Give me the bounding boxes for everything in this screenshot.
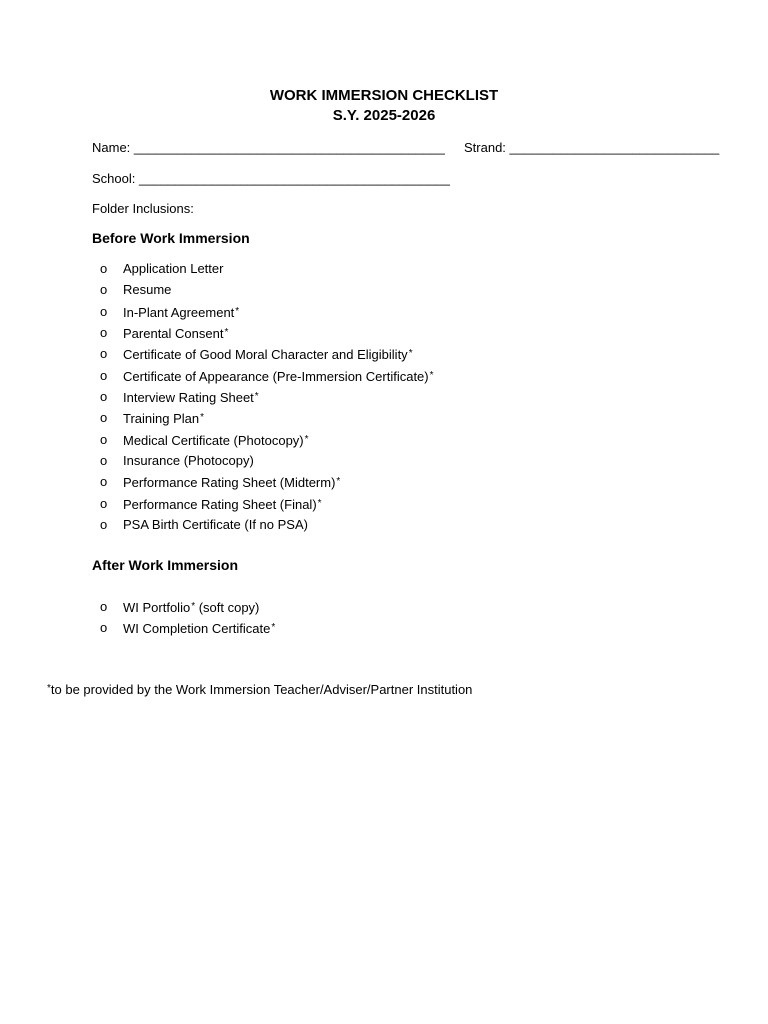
checklist-item	[92, 301, 712, 322]
checklist-item-text	[123, 617, 275, 639]
checklist-item-label: Medical Certificate (Photocopy)	[123, 432, 304, 448]
checklist-item-label: Application Letter	[123, 261, 224, 276]
checklist-item-label: Performance Rating Sheet (Midterm)	[123, 475, 336, 491]
checklist-item-text	[123, 365, 434, 387]
strand-label: Strand:	[464, 140, 506, 155]
checklist-item-text	[123, 322, 228, 344]
checklist-item-label: In-Plant Agreement	[123, 304, 235, 320]
required-asterisk: *	[429, 369, 434, 381]
required-asterisk: *	[336, 476, 341, 488]
strand-field	[464, 140, 719, 155]
checklist-item-text	[123, 386, 259, 408]
bullet-icon: o	[100, 453, 108, 469]
required-asterisk: *	[200, 412, 205, 424]
checklist-item	[92, 322, 712, 343]
required-asterisk: *	[408, 348, 413, 360]
before-heading: Before Work Immersion	[92, 230, 250, 246]
name-label: Name:	[92, 140, 131, 155]
checklist-item	[92, 617, 712, 638]
checklist-item	[92, 279, 712, 300]
checklist-item-text	[123, 407, 204, 429]
checklist-item-text	[123, 514, 308, 535]
required-asterisk: *	[317, 497, 322, 509]
strand-line: _____________________________	[509, 140, 720, 155]
bullet-icon: o	[100, 389, 108, 405]
checklist-item	[92, 258, 712, 279]
checklist-item-label: Insurance (Photocopy)	[123, 453, 254, 469]
footnote-asterisk: *	[47, 683, 51, 694]
checklist-item-label: WI Completion Certificate	[123, 621, 271, 637]
name-field	[92, 140, 445, 155]
checklist-item-text	[123, 450, 254, 471]
school-line: ___________________________________________	[139, 171, 450, 186]
bullet-icon: o	[100, 367, 108, 383]
name-line: ___________________________________________	[133, 140, 445, 155]
footnote-text: to be provided by the Work Immersion Teacher/Adviser/Partner Institution	[50, 682, 473, 697]
checklist-item-label: WI Portfolio	[123, 600, 191, 615]
school-field	[92, 171, 450, 186]
bullet-icon: o	[100, 325, 108, 341]
checklist-item-label: Resume	[123, 282, 172, 298]
checklist-item-text	[123, 279, 171, 300]
checklist-item	[92, 450, 712, 471]
checklist-item-label: PSA Birth Certificate (If no PSA)	[123, 517, 308, 533]
checklist-item-text	[123, 301, 239, 323]
checklist-item-label: Training Plan	[123, 411, 200, 427]
bullet-icon: o	[100, 410, 108, 426]
checklist-item	[92, 514, 712, 535]
checklist-item-label: Performance Rating Sheet (Final)	[123, 496, 317, 512]
bullet-icon: o	[100, 517, 108, 533]
checklist-item-label: Parental Consent	[123, 326, 224, 342]
after-heading: After Work Immersion	[92, 557, 238, 573]
required-asterisk: *	[191, 601, 196, 612]
bullet-icon: o	[100, 346, 108, 362]
checklist-item-text	[123, 258, 223, 279]
bullet-icon: o	[100, 431, 108, 447]
checklist-item-suffix: (soft copy)	[195, 600, 260, 615]
checklist-item-label: Certificate of Appearance (Pre-Immersion Certificate)	[123, 368, 429, 384]
required-asterisk: *	[271, 622, 276, 634]
checklist-item-text	[123, 343, 413, 365]
checklist-item	[92, 596, 712, 617]
checklist-item-label: Certificate of Good Moral Character and Eligibility	[123, 347, 408, 363]
checklist-item	[92, 365, 712, 386]
checklist-item	[92, 471, 712, 492]
before-checklist	[92, 258, 712, 535]
document-title: WORK IMMERSION CHECKLIST	[269, 87, 499, 104]
bullet-icon: o	[100, 474, 108, 490]
checklist-item	[92, 493, 712, 514]
checklist-item-text	[123, 596, 259, 618]
checklist-item-text	[123, 471, 340, 493]
checklist-item	[92, 429, 712, 450]
after-checklist	[92, 596, 712, 639]
checklist-item-label: Interview Rating Sheet	[123, 390, 254, 406]
bullet-icon: o	[100, 620, 108, 636]
footnote	[47, 682, 472, 697]
required-asterisk: *	[235, 305, 240, 317]
checklist-item	[92, 343, 712, 364]
bullet-icon: o	[100, 261, 108, 276]
bullet-icon: o	[100, 495, 108, 511]
checklist-item-text	[123, 429, 309, 451]
bullet-icon: o	[100, 282, 108, 298]
checklist-item	[92, 407, 712, 428]
checklist-item	[92, 386, 712, 407]
folder-inclusions-label: Folder Inclusions:	[92, 201, 194, 216]
required-asterisk: *	[304, 433, 309, 445]
required-asterisk: *	[254, 391, 259, 403]
bullet-icon: o	[100, 303, 108, 319]
school-label: School:	[92, 171, 136, 186]
required-asterisk: *	[224, 327, 229, 339]
bullet-icon: o	[100, 599, 108, 614]
school-year: S.Y. 2025-2026	[332, 107, 436, 124]
checklist-item-text	[123, 493, 322, 515]
